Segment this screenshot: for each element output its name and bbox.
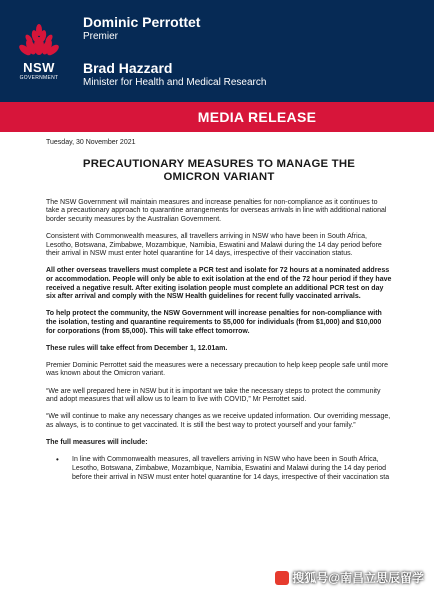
paragraph-hotel-quarantine: Consistent with Commonwealth measures, all travellers arriving in NSW who have been in South Africa, Lesotho, Botswana, Zimbabwe, Mozambique, Namibia, Eswatini and Malawi during the 14 day period before their arrival in NSW must enter hotel quarantine for 14 days, irrespective of their vaccination status. (46, 232, 382, 258)
paragraph-penalties (46, 310, 392, 336)
paragraph-intro: The NSW Government will maintain measures and increase penalties for non-compliance as it continues to take a precautionary approach to quarantine arrangements for overseas arrivals in line with additional national border security measures by the Australian Government. (46, 198, 387, 223)
bullet-icon: • (56, 455, 59, 465)
penalties-text-nsw: NSW (163, 310, 180, 318)
release-body (46, 139, 392, 482)
minister-block-health (83, 60, 266, 89)
full-measures-heading: The full measures will include: (46, 439, 148, 447)
nsw-wordmark: NSW (23, 60, 55, 75)
watermark-text: 搜狐号@南昌立思辰留学 (292, 571, 424, 585)
headline-line-2: OMICRON VARIANT (163, 170, 275, 183)
release-date: Tuesday, 30 November 2021 (46, 139, 136, 146)
list-item (56, 456, 392, 482)
paragraph-effective-date: These rules will take effect from December 1, 12.01am. (46, 344, 228, 352)
government-wordmark: GOVERNMENT (19, 75, 59, 81)
paragraph-quote-1: “We are well prepared here in NSW but it is important we take the necessary steps to protect the community and adopt measures that will allow us to learn to live with COVID,” Mr Perrottet said. (46, 387, 381, 404)
minister-name: Brad Hazzard (83, 60, 173, 76)
headline-line-1: PRECAUTIONARY MEASURES TO MANAGE THE (82, 157, 356, 170)
minister-block-premier (83, 14, 200, 43)
paragraph-premier-statement: Premier Dominic Perrottet said the measures were a necessary precaution to help keep people safe until more was known about the Omicron variant. (46, 361, 389, 378)
release-headline (46, 158, 392, 184)
penalties-text-start: To help protect the community, the (46, 310, 164, 318)
media-release-banner (0, 102, 434, 132)
sohu-logo-icon (275, 571, 289, 585)
minister-role: Premier (83, 31, 119, 42)
penalties-text-end: Government will increase penalties for non-compliance with the isolation, testing and quarantine requirements to $5,000 for individuals (from $1,000) and $10,000 for corporations (from $5,000). This will take effect tomorrow. (46, 310, 382, 335)
paragraph-quote-2: “We will continue to make any necessary changes as we receive updated information. Our overriding message, as always, is to continue to get vaccinated. It is still the best way to protect yourself and your family.” (46, 413, 391, 430)
minister-role: Minister for Health and Medical Research (83, 77, 267, 88)
watermark (275, 569, 424, 586)
list-item-text: In line with Commonwealth measures, all travellers arriving in NSW who have been in South Africa, Lesotho, Botswana, Zimbabwe, Mozambique, Namibia, Eswatini and Malawi during the 14 day period before their arrival in NSW must enter hotel quarantine for 14 days, irrespective of their vaccination sta (72, 456, 390, 481)
minister-name: Dominic Perrottet (83, 14, 201, 30)
paragraph-pcr-isolation: All other overseas travellers must complete a PCR test and isolate for 72 hours at a nominated address or accommodation. People will only be able to exit isolation at the end of the 72 hour period if they have received a negative result. After exiting isolation people must complete an additional PCR test on day six after arrival and comply with the NSW Health guidelines for recent fully vaccinated arrivals. (46, 267, 392, 301)
media-release-title: MEDIA RELEASE (197, 109, 317, 125)
header-bar (0, 0, 434, 102)
